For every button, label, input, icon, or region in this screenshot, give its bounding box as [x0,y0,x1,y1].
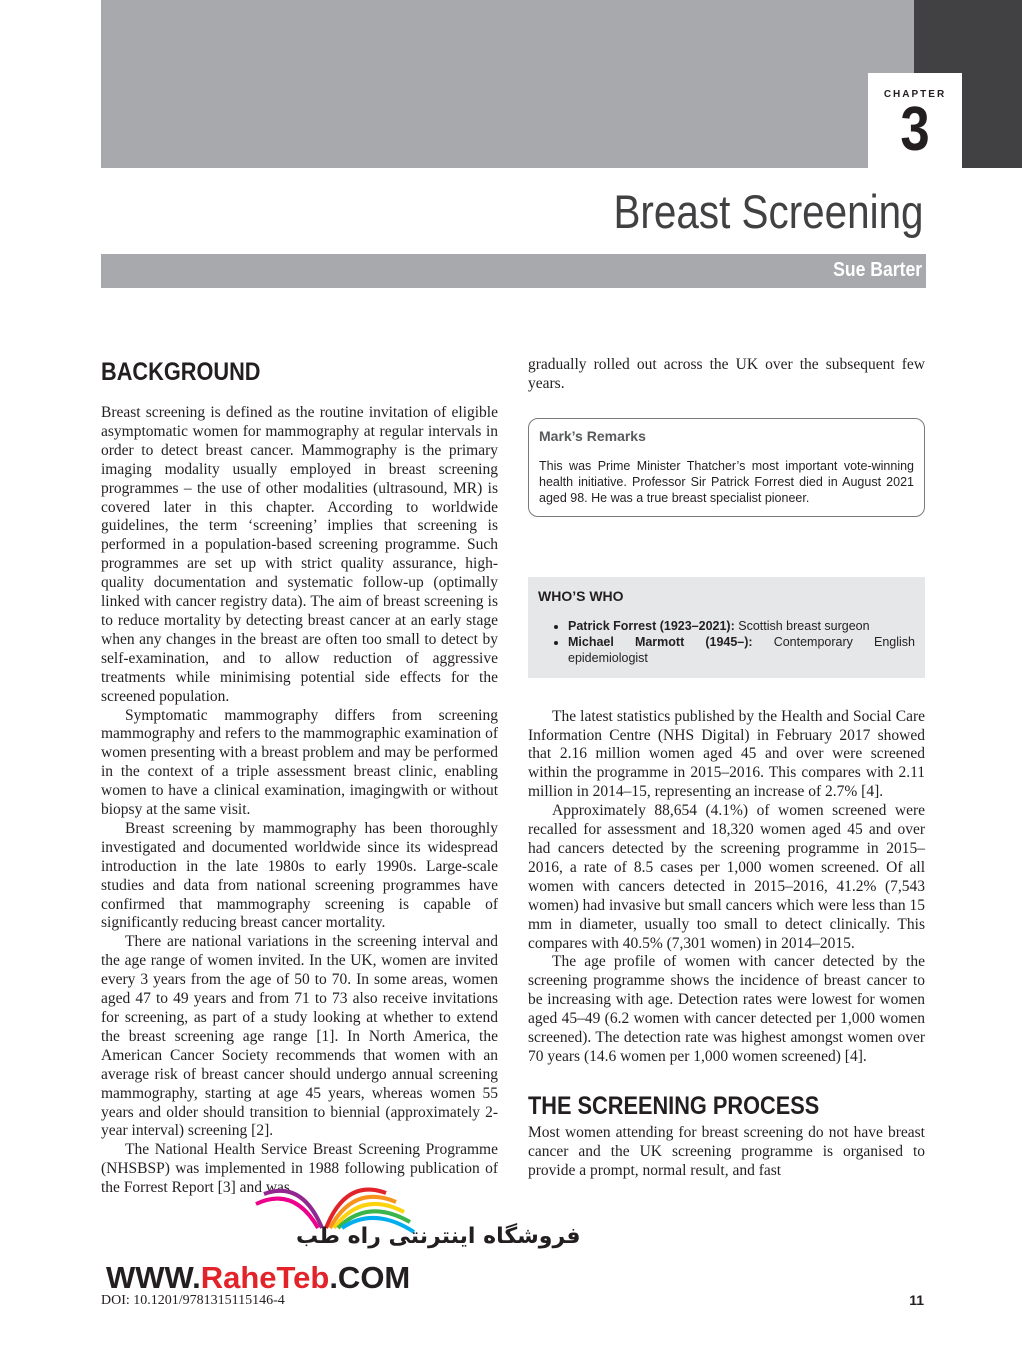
paragraph-continuation: gradually rolled out across the UK over the subsequent few years. [528,356,925,392]
author-name: Sue Barter [832,259,922,281]
chapter-box [868,73,962,170]
paragraph: The latest statistics published by the Health and Social Care Information Centre (NHS Digital) in February 2017 showed that 2.16 million women aged 45 and over were screened within the programme in 2015–2016. This compares with 2.11 million in 2014–15, representing an increase of 2.7% [4]. [528,707,925,801]
watermark-url-suffix: .COM [329,1260,411,1295]
section-heading-screening-process: THE SCREENING PROCESS [528,1091,820,1120]
chapter-number: 3 [900,95,930,164]
person-name: Patrick Forrest (1923–2021): [568,618,735,633]
paragraph: The National Health Service Breast Screening Programme (NHSBSP) was implemented in 1988 following publication of the Forrest Report [3] and was [101,1141,498,1197]
person-description: Scottish breast surgeon [734,618,870,633]
paragraph: Symptomatic mammography differs from screening mammography and refers to the mammographic examination of women presenting with a breast problem and may be performed in the context of a triple assessment breast clinic, enabling women to have a clinical examination, imagingwith or without biopsy at the same visit. [101,706,498,819]
paragraph: Approximately 88,654 (4.1%) of women screened were recalled for assessment and 18,320 women aged 45 and over had cancers detected by the screening programme in 2015–2016, a rate of 8.5 cases per 1,000 women screened. Of all women with cancers detected in 2015–2016, 41.2% (7,543 women) had invasive but small cancers which were less than 15 mm in diameter, usually too small to detect clinically. This compares with 40.5% (7,301 women) in 2014–2015. [528,802,925,952]
paragraph: The age profile of women with cancer detected by the screening programme shows the incidence of breast cancer to be increasing with age. Detection rates were lowest for women aged 45–49 (6.2 women with cancer detected per 1,000 women screened). The detection rate was highest amongst women over 70 years (14.6 women per 1,000 women screened) [4]. [528,953,925,1065]
chapter-label: CHAPTER [883,89,947,100]
chapter-title: Breast Screening [613,185,924,238]
watermark-url [106,1260,410,1296]
left-column [101,356,498,1198]
whos-who-box [528,577,925,678]
remarks-title: Mark’s Remarks [539,427,646,444]
footer-doi: DOI: 10.1201/9781315115146-4 [101,1293,285,1308]
person-description: Contemporary English epidemiologist [568,634,915,665]
author-bar [101,254,926,288]
whos-who-title: WHO’S WHO [538,587,624,604]
whos-who-item [568,634,915,666]
watermark-url-brand: RaheTeb [200,1260,330,1295]
person-name: Michael Marmott (1945–): [568,634,753,649]
paragraph: Breast screening by mammography has been thoroughly investigated and documented worldwide since its widespread introduction in the late 1980s to early 1990s. Large-scale studies and data from national screening programmes have confirmed that mammography screening is capable of significantly reducing breast cancer mortality. [101,819,498,932]
header-grey-band [101,0,914,168]
paragraph: Breast screening is defined as the routine invitation of eligible asymptomatic women for mammography at regular intervals in order to detect breast cancer. Mammography is the primary imaging modality usually employed in breast screening programmes – the use of other modalities (ultrasound, MR) is covered later in this chapter. According to worldwide guidelines, the term ‘screening’ implies that screening is performed in a population-based screening programme. Such programmes are set up with strict quality assurance, high-quality documentation and systematic follow-up (optimally linked with cancer registry data). The aim of breast screening is to reduce mortality by detecting breast cancer at an early stage when any changes in the breast are often too small to detect by self-examination, and to allow reduction of aggressive treatments while minimising potential side effects for the screened population. [101,404,498,705]
marks-remarks-box [528,418,925,517]
paragraph: There are national variations in the screening interval and the age range of women invited. In the UK, women are invited every 3 years from the age of 50 to 70. In some areas, women aged 47 to 49 years and from 71 to 73 also receive invitations for screening, as part of a study looking at whether to extend the breast screening age range [1]. In North America, the American Cancer Society recommends that women with an average risk of breast cancer should undergo annual screening mammography, starting at age 45 years, whereas women 55 years and older should transition to biennial (approximately 2-year interval) screening [2]. [101,933,498,1140]
watermark-url-prefix: WWW. [106,1260,201,1295]
whos-who-list [538,618,915,666]
page-number: 11 [909,1292,924,1308]
paragraph: Most women attending for breast screening do not have breast cancer and the UK screening programme is organised to provide a prompt, normal result, and fast [528,1123,925,1179]
whos-who-item [568,618,915,634]
right-column [528,356,925,1180]
remarks-text: This was Prime Minister Thatcher’s most important vote-winning health initiative. Professor Sir Patrick Forrest died in August 2021 aged 98. He was a true breast specialist pioneer. [539,458,914,505]
watermark-persian-text: فروشگاه اینترنتی راه طب [296,1224,581,1249]
section-heading-background: BACKGROUND [101,358,261,386]
